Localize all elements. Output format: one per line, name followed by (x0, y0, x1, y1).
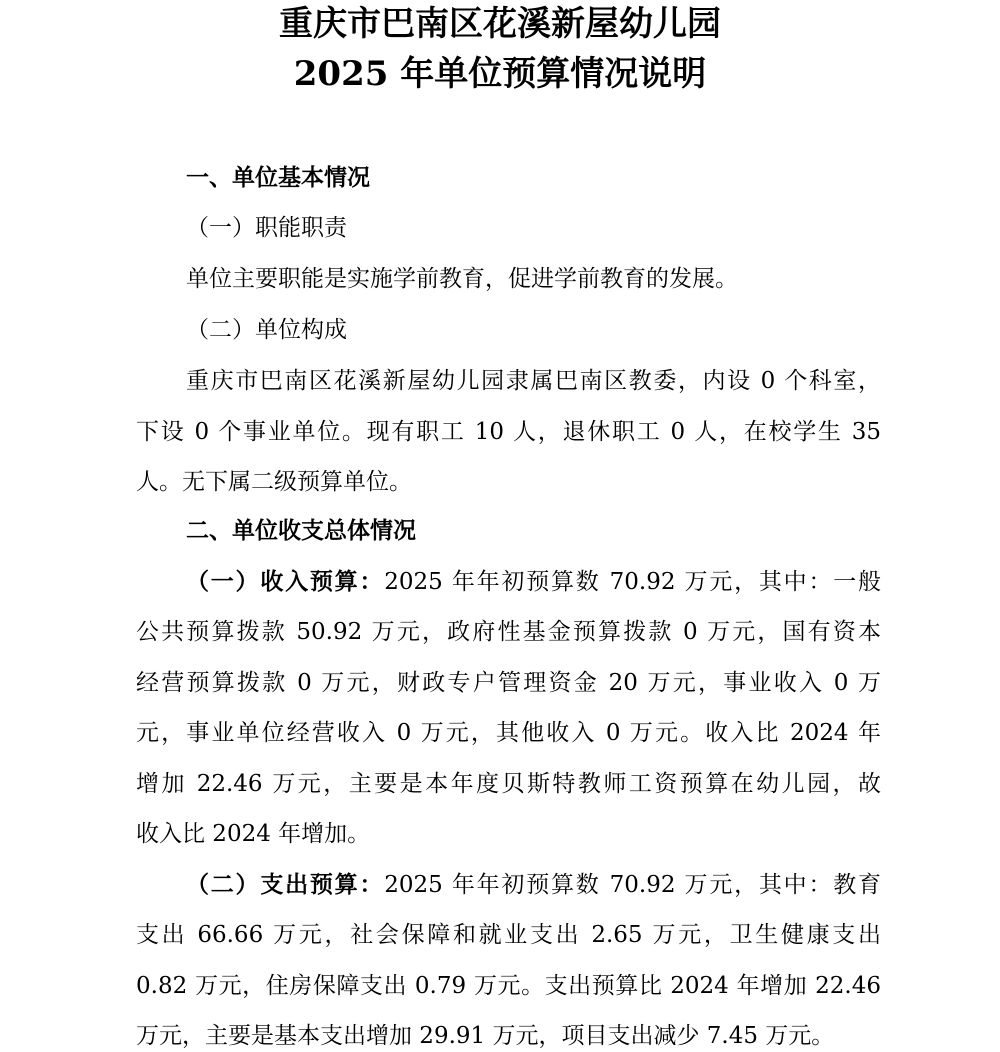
expense-paragraph-line: 万元，主要是基本支出增加 29.91 万元，项目支出减少 7.45 万元。 (136, 1023, 835, 1049)
document-title-line2: 2025 年单位预算情况说明 (293, 54, 707, 94)
section1-sub2-line: 重庆市巴南区花溪新屋幼儿园隶属巴南区教委，内设 0 个科室， (186, 368, 881, 394)
section1-sub2-heading: （二）单位构成 (186, 317, 347, 343)
expense-text: 2025 年年初预算数 70.92 万元，其中：教育 (384, 872, 882, 898)
section1-sub2-line: 下设 0 个事业单位。现有职工 10 人，退休职工 0 人，在校学生 35 (136, 419, 881, 445)
expense-paragraph-line: 支出 66.66 万元，社会保障和就业支出 2.65 万元，卫生健康支出 (136, 922, 881, 948)
expense-label: （二）支出预算： (186, 871, 385, 898)
income-paragraph-line: 公共预算拨款 50.92 万元，政府性基金预算拨款 0 万元，国有资本 (136, 619, 881, 645)
section2-heading: 二、单位收支总体情况 (186, 517, 416, 544)
section1-heading: 一、单位基本情况 (186, 164, 370, 191)
expense-paragraph-line: 0.82 万元，住房保障支出 0.79 万元。支出预算比 2024 年增加 22.46 (136, 973, 881, 999)
income-text: 2025 年年初预算数 70.92 万元，其中：一般 (384, 569, 882, 595)
section1-sub2-line: 人。无下属二级预算单位。 (136, 469, 412, 495)
income-paragraph-line: 元，事业单位经营收入 0 万元，其他收入 0 万元。收入比 2024 年 (136, 720, 881, 746)
income-paragraph-line: 经营预算拨款 0 万元，财政专户管理资金 20 万元，事业收入 0 万 (136, 670, 881, 696)
section1-sub1-heading: （一）职能职责 (186, 215, 347, 241)
section1-sub1-body: 单位主要职能是实施学前教育，促进学前教育的发展。 (186, 266, 738, 292)
income-paragraph-line (186, 567, 881, 597)
expense-paragraph-line (186, 870, 881, 900)
income-label: （一）收入预算： (186, 568, 385, 595)
income-paragraph-line: 增加 22.46 万元，主要是本年度贝斯特教师工资预算在幼儿园，故 (136, 771, 881, 797)
income-paragraph-line: 收入比 2024 年增加。 (136, 821, 371, 847)
document-title-line1: 重庆市巴南区花溪新屋幼儿园 (279, 4, 721, 44)
